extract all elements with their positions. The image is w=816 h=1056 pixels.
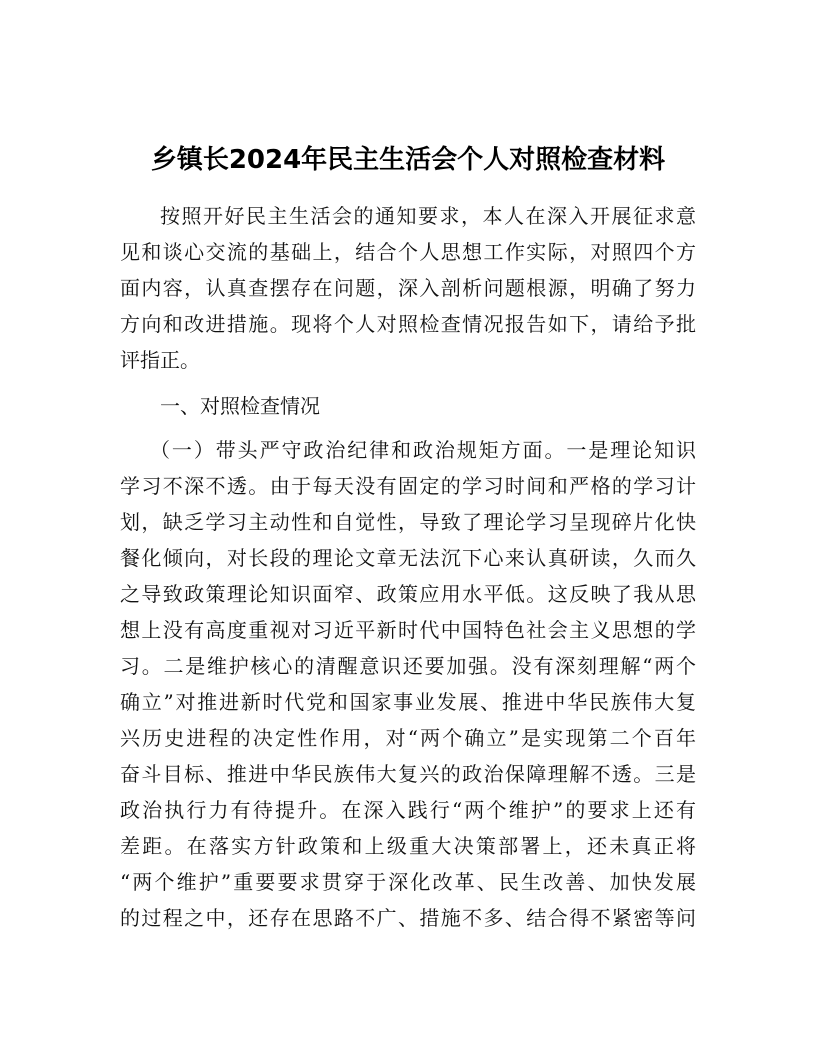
text-line: 差距。在落实方针政策和上级重大决策部署上，还未真正将 <box>120 834 696 858</box>
section-heading: 一、对照检查情况 <box>160 394 320 418</box>
text-line: 之导致政策理论知识面窄、政策应用水平低。这反映了我从思 <box>120 582 696 606</box>
text-line: 面内容，认真查摆存在问题，深入剖析问题根源，明确了努力 <box>120 276 696 300</box>
section1-paragraph <box>120 432 696 936</box>
text-line: 兴历史进程的决定性作用，对“两个确立”是实现第二个百年 <box>120 726 696 750</box>
text-line: 见和谈心交流的基础上，结合个人思想工作实际，对照四个方 <box>120 240 696 264</box>
text-line: （一）带头严守政治纪律和政治规矩方面。一是理论知识 <box>150 438 696 462</box>
text-line: 政治执行力有待提升。在深入践行“两个维护”的要求上还有 <box>120 798 696 822</box>
text-line: 的过程之中，还存在思路不广、措施不多、结合得不紧密等问 <box>120 906 696 930</box>
text-line: 划，缺乏学习主动性和自觉性，导致了理论学习呈现碎片化快 <box>120 510 696 534</box>
text-line: 学习不深不透。由于每天没有固定的学习时间和严格的学习计 <box>120 474 696 498</box>
text-line: 餐化倾向，对长段的理论文章无法沉下心来认真研读，久而久 <box>120 546 696 570</box>
document-title: 乡镇长2024年民主生活会个人对照检查材料 <box>150 145 666 175</box>
text-line: 评指正。 <box>120 348 200 372</box>
text-line: 按照开好民主生活会的通知要求，本人在深入开展征求意 <box>160 204 696 228</box>
text-line: 习。二是维护核心的清醒意识还要加强。没有深刻理解“两个 <box>120 654 696 678</box>
text-line: 确立”对推进新时代党和国家事业发展、推进中华民族伟大复 <box>120 690 696 714</box>
text-line: 奋斗目标、推进中华民族伟大复兴的政治保障理解不透。三是 <box>120 762 696 786</box>
text-line: 想上没有高度重视对习近平新时代中国特色社会主义思想的学 <box>120 618 696 642</box>
intro-paragraph <box>120 198 696 378</box>
text-line: “两个维护”重要要求贯穿于深化改革、民生改善、加快发展 <box>120 870 696 894</box>
section-heading-block <box>120 388 696 424</box>
text-line: 方向和改进措施。现将个人对照检查情况报告如下，请给予批 <box>120 312 696 336</box>
